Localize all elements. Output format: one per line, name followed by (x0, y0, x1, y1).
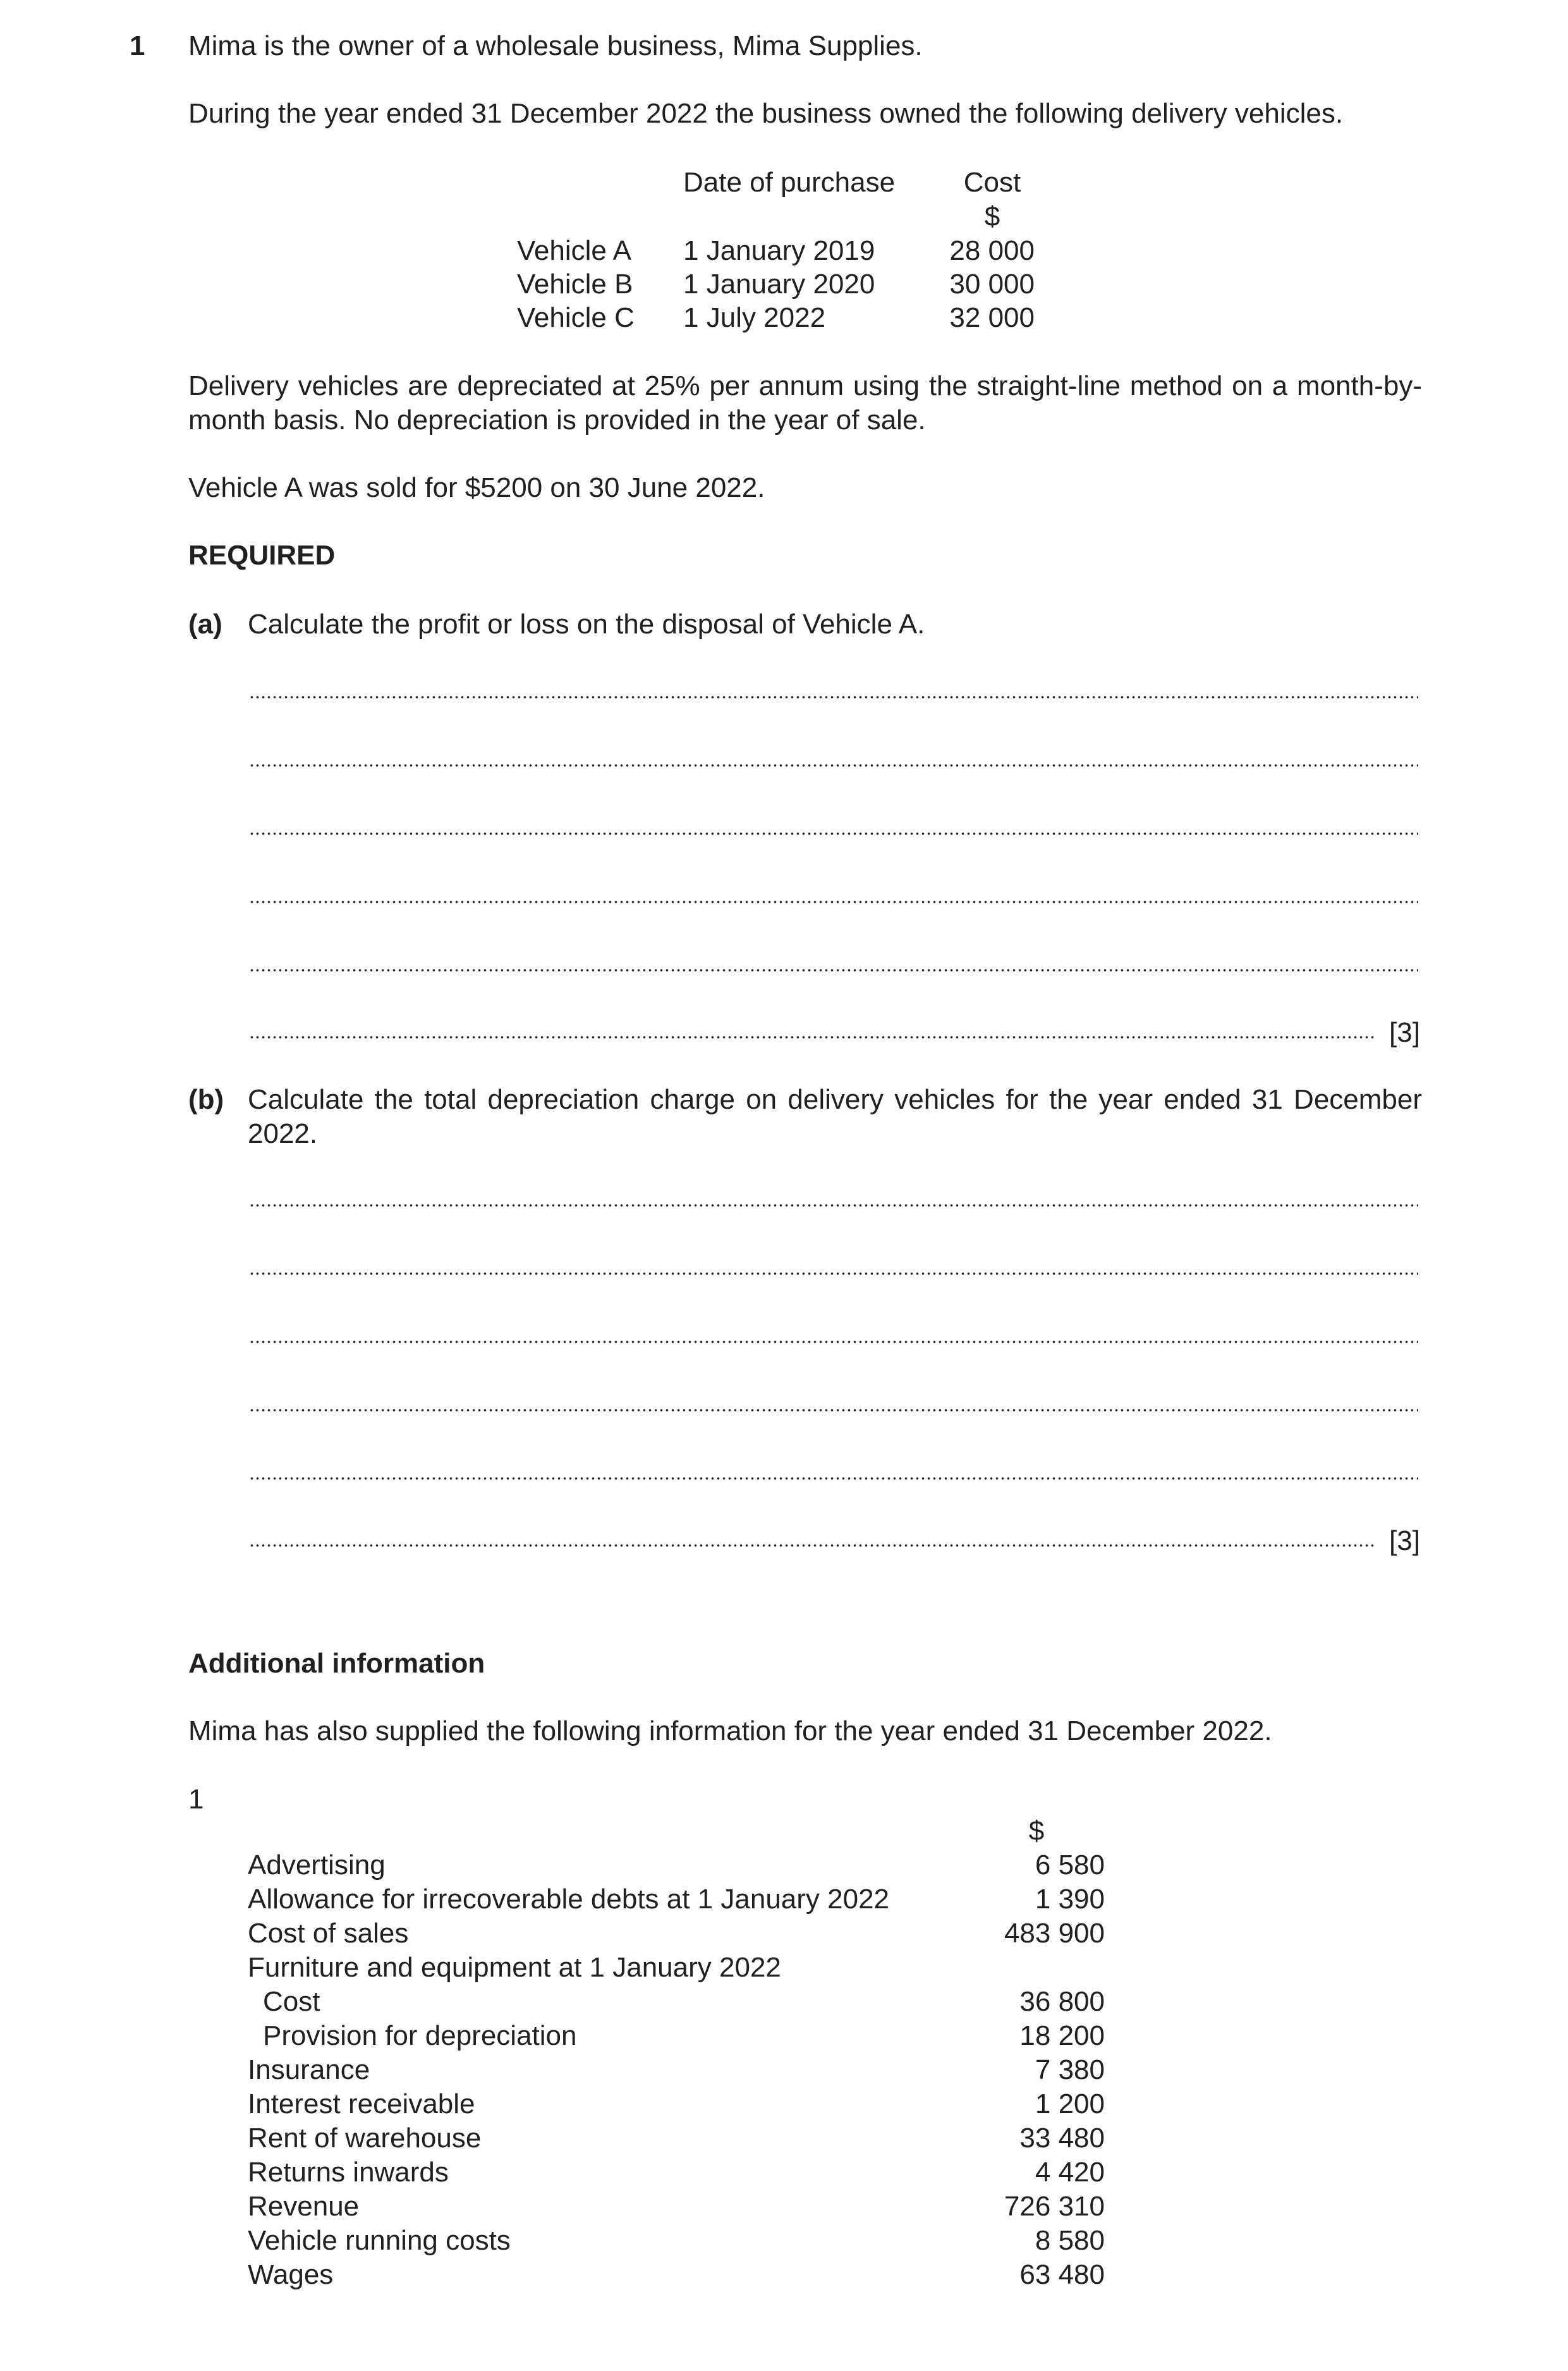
part-b-text: Calculate the total depreciation charge on delivery vehicles for the year ended 31 December 2022. (248, 1084, 1422, 1149)
answer-line[interactable] (249, 1477, 1418, 1480)
vehicle-name: Vehicle C (517, 302, 635, 333)
vehicles-currency-header: $ (984, 201, 1000, 232)
ledger-value: 6 580 (1035, 1850, 1105, 1880)
ledger-label: Advertising (248, 1850, 386, 1880)
answer-line[interactable] (249, 1340, 1418, 1344)
ledger-label: Provision for depreciation (263, 2020, 577, 2051)
ledger-value: 1 200 (1035, 2088, 1105, 2119)
required-heading: REQUIRED (188, 540, 336, 571)
ledger-label: Returns inwards (248, 2157, 449, 2188)
part-a-marks: [3] (1389, 1017, 1420, 1048)
ledger-label: Furniture and equipment at 1 January 2022 (248, 1952, 781, 1983)
vehicle-purchase-date: 1 July 2022 (683, 302, 826, 333)
ledger-value: 4 420 (1035, 2157, 1105, 2188)
part-b-label: (b) (188, 1084, 224, 1115)
vehicle-cost: 30 000 (949, 269, 1035, 300)
ledger-label: Allowance for irrecoverable debts at 1 January 2022 (248, 1884, 890, 1915)
vehicle-name: Vehicle A (517, 235, 632, 266)
vehicles-col-date-header: Date of purchase (683, 167, 896, 198)
part-a-text: Calculate the profit or loss on the disposal of Vehicle A. (248, 609, 925, 640)
answer-line[interactable] (249, 1035, 1374, 1039)
vehicle-purchase-date: 1 January 2020 (683, 269, 875, 300)
answer-line[interactable] (249, 1544, 1374, 1547)
vehicle-cost: 28 000 (949, 235, 1035, 266)
answer-line[interactable] (249, 832, 1418, 836)
vehicle-name: Vehicle B (517, 269, 633, 300)
vehicle-cost: 32 000 (949, 302, 1035, 333)
ledger-value: 483 900 (1004, 1918, 1105, 1949)
ledger-label: Revenue (248, 2191, 360, 2222)
question-number: 1 (130, 30, 145, 61)
vehicle-purchase-date: 1 January 2019 (683, 235, 875, 266)
answer-line[interactable] (249, 900, 1418, 904)
additional-item-number: 1 (188, 1784, 204, 1815)
ledger-label: Vehicle running costs (248, 2225, 511, 2256)
ledger-label: Cost of sales (248, 1918, 409, 1949)
ledger-value: 1 390 (1035, 1884, 1105, 1915)
answer-line[interactable] (249, 968, 1418, 972)
vehicles-intro: During the year ended 31 December 2022 the business owned the following delivery vehicles. (188, 98, 1344, 129)
answer-line[interactable] (249, 1408, 1418, 1412)
ledger-value: 18 200 (1019, 2020, 1105, 2051)
ledger-value: 8 580 (1035, 2225, 1105, 2256)
additional-currency-header: $ (1028, 1815, 1045, 1846)
additional-heading: Additional information (188, 1648, 485, 1679)
answer-line[interactable] (249, 1204, 1418, 1207)
question-intro: Mima is the owner of a wholesale business, Mima Supplies. (188, 30, 923, 61)
sale-note: Vehicle A was sold for $5200 on 30 June 2022. (188, 472, 765, 503)
ledger-label: Rent of warehouse (248, 2123, 482, 2154)
answer-line[interactable] (249, 695, 1418, 699)
part-b-marks: [3] (1389, 1525, 1420, 1556)
ledger-value: 33 480 (1019, 2123, 1105, 2154)
part-a-label: (a) (188, 609, 222, 640)
ledger-value: 7 380 (1035, 2054, 1105, 2085)
answer-line[interactable] (249, 764, 1418, 767)
vehicles-col-cost-header: Cost (963, 167, 1021, 198)
ledger-label: Cost (263, 1986, 320, 2017)
answer-line[interactable] (249, 1272, 1418, 1276)
ledger-label: Wages (248, 2259, 334, 2290)
ledger-value: 36 800 (1019, 1986, 1105, 2017)
ledger-label: Insurance (248, 2054, 370, 2085)
ledger-value: 63 480 (1019, 2259, 1105, 2290)
additional-intro: Mima has also supplied the following information for the year ended 31 December 2022. (188, 1716, 1272, 1746)
ledger-value: 726 310 (1004, 2191, 1105, 2222)
ledger-label: Interest receivable (248, 2088, 475, 2119)
depreciation-note: Delivery vehicles are depreciated at 25% per annum using the straight-line method on a month-by-month basis. No depreciation is provided in the year of sale. (188, 370, 1422, 436)
